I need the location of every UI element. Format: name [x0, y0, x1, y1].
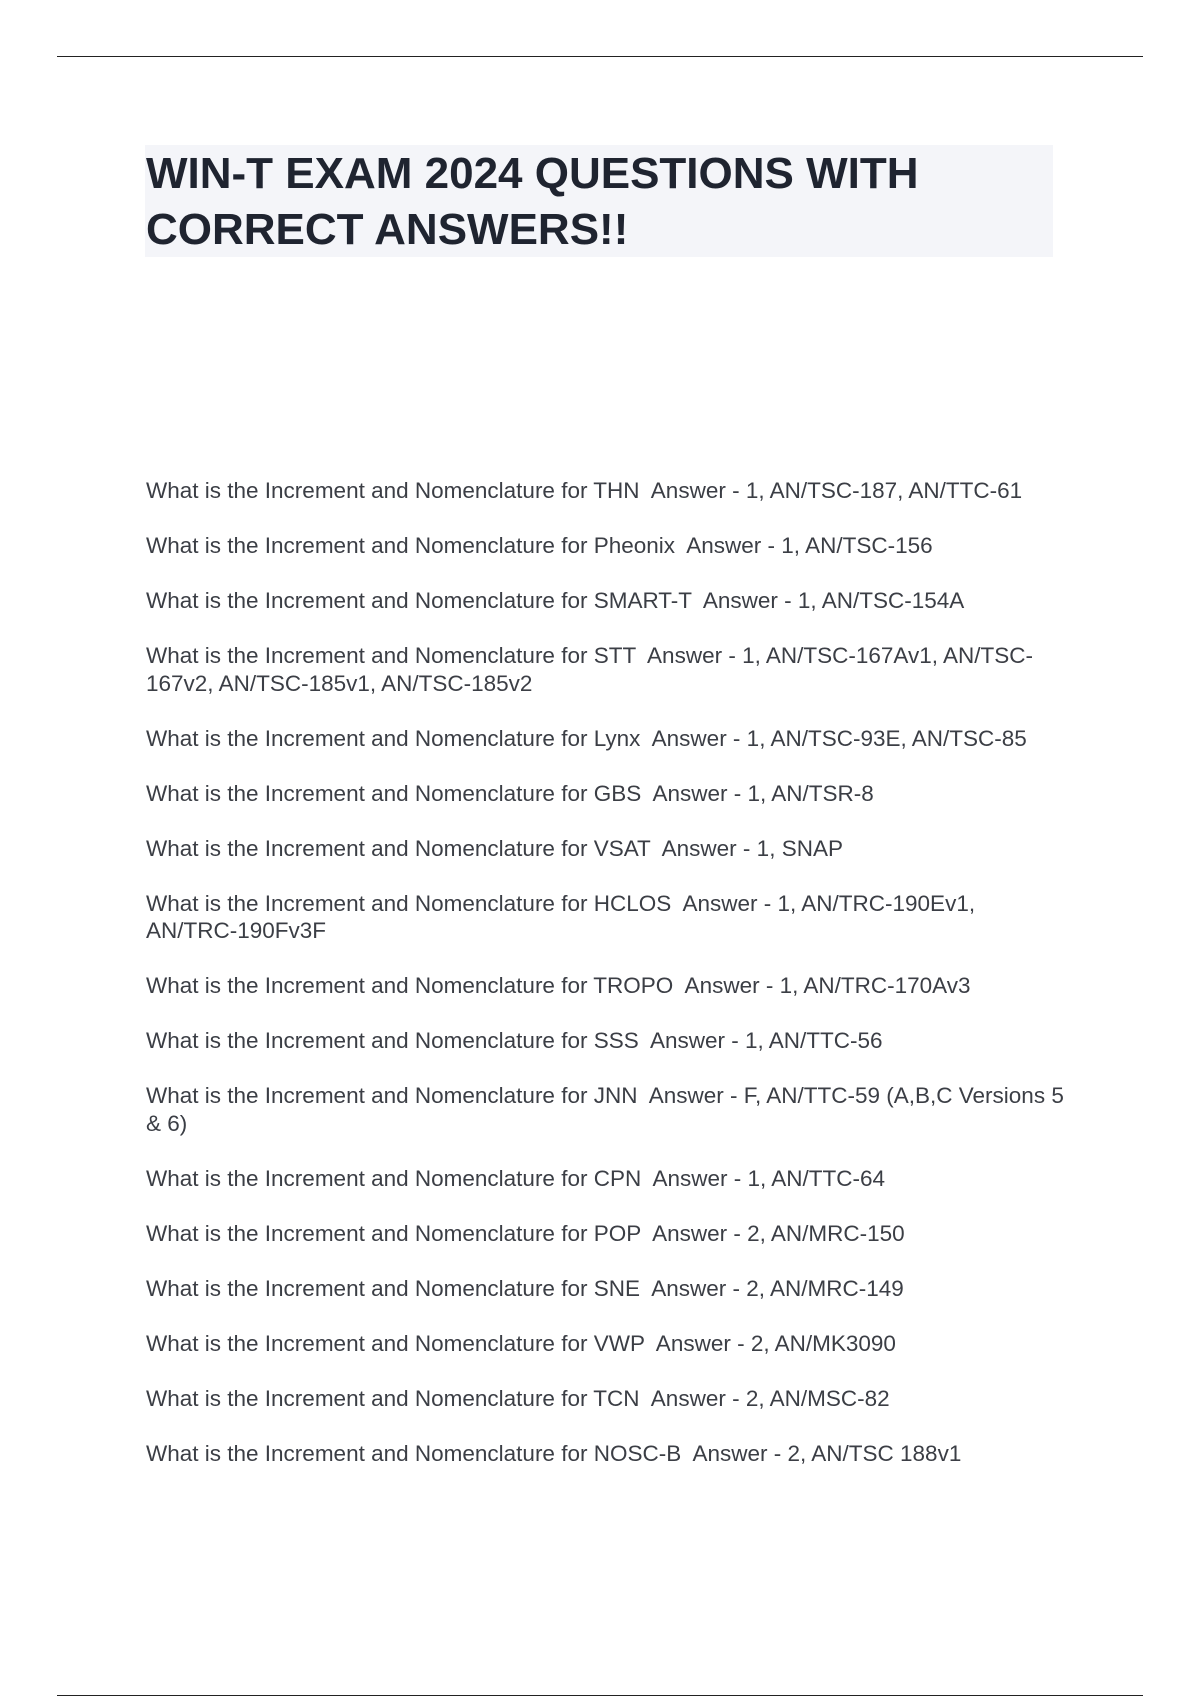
- question-item: What is the Increment and Nomenclature for TROPO Answer - 1, AN/TRC-170Av3: [146, 973, 971, 998]
- page-bottom-rule: [57, 1695, 1143, 1696]
- question-item: What is the Increment and Nomenclature for VWP Answer - 2, AN/MK3090: [146, 1330, 896, 1356]
- page-top-rule: [57, 56, 1143, 57]
- question-item: What is the Increment and Nomenclature for SSS Answer - 1, AN/TTC-56: [146, 1028, 883, 1053]
- question-item: What is the Increment and Nomenclature for NOSC-B Answer - 2, AN/TSC 188v1: [146, 1440, 962, 1466]
- question-item: What is the Increment and Nomenclature for HCLOS Answer - 1, AN/TRC-190Ev1, AN/TRC-190Fv3F: [146, 890, 981, 943]
- question-item: What is the Increment and Nomenclature for VSAT Answer - 1, SNAP: [146, 835, 843, 861]
- question-item: What is the Increment and Nomenclature for THN Answer - 1, AN/TSC-187, AN/TTC-61: [146, 478, 1023, 503]
- question-item: What is the Increment and Nomenclature for JNN Answer - F, AN/TTC-59 (A,B,C Versions 5 & 6): [146, 1083, 1071, 1136]
- question-item: What is the Increment and Nomenclature for GBS Answer - 1, AN/TSR-8: [146, 780, 874, 806]
- question-item: What is the Increment and Nomenclature for TCN Answer - 2, AN/MSC-82: [146, 1385, 890, 1411]
- question-item: What is the Increment and Nomenclature for Pheonix Answer - 1, AN/TSC-156: [146, 533, 933, 558]
- document-title: WIN-T EXAM 2024 QUESTIONS WITH CORRECT ANSWERS!!: [146, 149, 919, 254]
- question-item: What is the Increment and Nomenclature for Lynx Answer - 1, AN/TSC-93E, AN/TSC-85: [146, 725, 1027, 751]
- question-item: What is the Increment and Nomenclature for POP Answer - 2, AN/MRC-150: [146, 1220, 905, 1246]
- question-item: What is the Increment and Nomenclature for SMART-T Answer - 1, AN/TSC-154A: [146, 588, 965, 613]
- question-item: What is the Increment and Nomenclature for SNE Answer - 2, AN/MRC-149: [146, 1275, 904, 1301]
- question-item: What is the Increment and Nomenclature for CPN Answer - 1, AN/TTC-64: [146, 1165, 886, 1191]
- question-list: [146, 477, 1071, 1495]
- question-item: What is the Increment and Nomenclature for STT Answer - 1, AN/TSC-167Av1, AN/TSC-167v2, AN/TSC-185v1, AN/TSC-185v2: [146, 643, 1034, 696]
